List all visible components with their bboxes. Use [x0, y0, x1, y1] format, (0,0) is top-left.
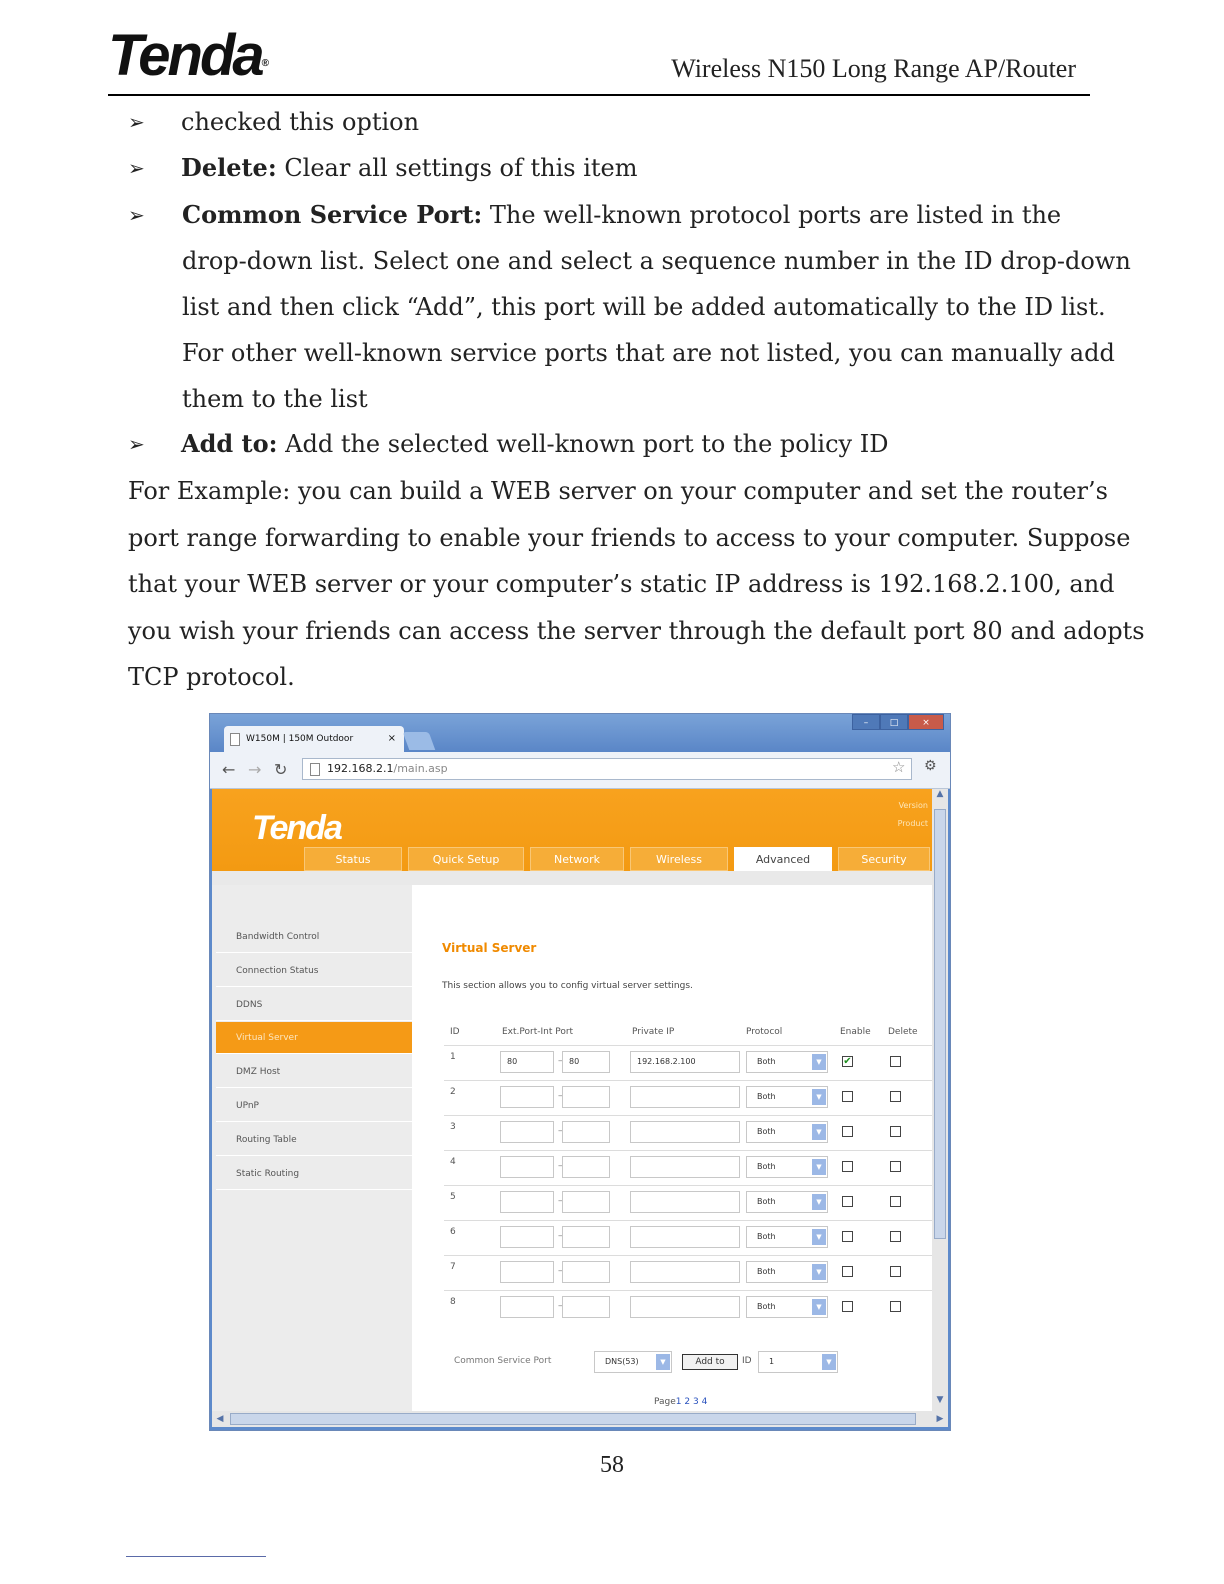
enable-checkbox[interactable]: ✔ — [843, 1056, 852, 1067]
enable-checkbox[interactable] — [842, 1161, 853, 1172]
port-separator: – — [558, 1196, 563, 1206]
sidebar-item-bandwidth-control[interactable]: Bandwidth Control — [216, 921, 412, 953]
scroll-thumb[interactable] — [934, 809, 946, 1239]
sidebar-item-routing-table[interactable]: Routing Table — [216, 1124, 412, 1156]
int-port-input[interactable]: 80 — [562, 1051, 610, 1073]
int-port-input[interactable] — [562, 1296, 610, 1318]
enable-checkbox[interactable] — [842, 1126, 853, 1137]
sidebar-item-ddns[interactable]: DDNS — [216, 989, 412, 1021]
protocol-select[interactable]: Both ▼ — [746, 1191, 828, 1213]
tab-status[interactable]: Status — [304, 847, 402, 871]
document-title: Wireless N150 Long Range AP/Router — [671, 54, 1076, 83]
enable-checkbox[interactable] — [842, 1231, 853, 1242]
browser-titlebar — [210, 714, 951, 752]
int-port-input[interactable] — [562, 1261, 610, 1283]
tab-advanced[interactable]: Advanced — [734, 847, 832, 871]
router-nav-tabs — [304, 845, 932, 871]
table-row — [444, 1290, 932, 1326]
port-separator: – — [558, 1231, 563, 1241]
common-service-port-label: Common Service Port — [454, 1356, 552, 1366]
port-separator: – — [558, 1056, 563, 1066]
row-id: 3 — [450, 1122, 456, 1132]
delete-checkbox[interactable] — [890, 1196, 901, 1207]
port-separator: – — [558, 1126, 563, 1136]
private-ip-input[interactable] — [630, 1086, 740, 1108]
protocol-select[interactable]: Both ▼ — [746, 1261, 828, 1283]
horizontal-scrollbar[interactable] — [212, 1411, 948, 1427]
column-header-delete: Delete — [888, 1027, 918, 1037]
enable-checkbox[interactable] — [842, 1301, 853, 1312]
protocol-select[interactable]: Both ▼ — [746, 1226, 828, 1248]
row-id: 6 — [450, 1227, 456, 1237]
ext-port-input[interactable] — [500, 1191, 554, 1213]
ext-port-input[interactable] — [500, 1261, 554, 1283]
page-link[interactable]: 1 — [675, 1397, 682, 1407]
scroll-left-icon[interactable]: ◀ — [216, 1414, 224, 1424]
pagination: Page1 2 3 4 — [654, 1397, 708, 1407]
page-icon — [310, 763, 320, 776]
ext-port-input[interactable] — [500, 1086, 554, 1108]
minimize-button[interactable]: – — [852, 714, 880, 730]
ext-port-input[interactable]: 80 — [500, 1051, 554, 1073]
column-header-private-ip: Private IP — [632, 1027, 675, 1037]
bookmark-star-icon[interactable]: ☆ — [892, 758, 906, 776]
enable-checkbox[interactable] — [842, 1091, 853, 1102]
table-row — [444, 1115, 932, 1151]
address-bar-row — [210, 752, 951, 789]
private-ip-input[interactable] — [630, 1121, 740, 1143]
port-separator: – — [558, 1161, 563, 1171]
ext-port-input[interactable] — [500, 1121, 554, 1143]
arrow-bullet-icon: ➢ — [128, 203, 145, 227]
enable-checkbox[interactable] — [842, 1196, 853, 1207]
sidebar-item-upnp[interactable]: UPnP — [216, 1090, 412, 1122]
column-header-id: ID — [450, 1027, 460, 1037]
int-port-input[interactable] — [562, 1086, 610, 1108]
chevron-down-icon: ▼ — [812, 1229, 826, 1245]
tab-quick-setup[interactable]: Quick Setup — [408, 847, 524, 871]
sidebar-item-static-routing[interactable]: Static Routing — [216, 1158, 412, 1190]
chevron-down-icon: ▼ — [812, 1194, 826, 1210]
protocol-select[interactable]: Both ▼ — [746, 1051, 828, 1073]
url-input[interactable]: 192.168.2.1/main.asp — [302, 758, 912, 780]
delete-checkbox[interactable] — [890, 1056, 901, 1067]
close-window-button[interactable]: × — [908, 714, 944, 730]
port-separator: – — [558, 1301, 563, 1311]
delete-checkbox[interactable] — [890, 1126, 901, 1137]
table-row — [444, 1080, 932, 1116]
reload-icon[interactable]: ↻ — [274, 760, 288, 779]
int-port-input[interactable] — [562, 1121, 610, 1143]
window-controls — [852, 714, 944, 730]
sidebar-item-virtual-server[interactable]: Virtual Server — [216, 1022, 412, 1054]
vertical-scrollbar[interactable] — [932, 789, 948, 1411]
scroll-up-icon[interactable]: ▲ — [936, 789, 944, 799]
router-sidebar — [212, 885, 412, 1411]
chevron-down-icon: ▼ — [812, 1264, 826, 1280]
row-id: 7 — [450, 1262, 456, 1272]
section-description: This section allows you to config virtual server settings. — [442, 981, 693, 991]
tab-security[interactable]: Security — [838, 847, 930, 871]
router-header — [212, 789, 932, 871]
delete-checkbox[interactable] — [890, 1266, 901, 1277]
arrow-bullet-icon: ➢ — [128, 156, 145, 180]
common-service-port-description: Common Service Port: The well-known protocol ports are listed in the drop-down list. Select one and select a sequence number in the ID drop-down list and then click “Add”, this port will be added automatically to the ID list. For other well-known service ports that are not listed, you can manually add them to the list — [182, 200, 1131, 413]
new-tab-button[interactable] — [403, 732, 436, 750]
delete-checkbox[interactable] — [890, 1161, 901, 1172]
chevron-down-icon: ▼ — [812, 1299, 826, 1315]
row-id: 1 — [450, 1052, 456, 1062]
port-separator: – — [558, 1091, 563, 1101]
version-info: Version Product — [897, 801, 928, 828]
common-service-port-row — [454, 1351, 914, 1375]
delete-checkbox[interactable] — [890, 1231, 901, 1242]
page-link[interactable]: 3 — [693, 1397, 699, 1407]
page-number: 58 — [600, 1452, 624, 1478]
back-arrow-icon[interactable]: ← — [222, 760, 236, 779]
section-title: Virtual Server — [442, 941, 537, 955]
scroll-right-icon[interactable]: ▶ — [936, 1414, 944, 1424]
tab-wireless[interactable]: Wireless — [630, 847, 728, 871]
settings-wrench-icon[interactable]: ⚙ — [924, 758, 937, 774]
chevron-down-icon: ▼ — [812, 1159, 826, 1175]
ext-port-input[interactable] — [500, 1156, 554, 1178]
id-label: ID — [742, 1356, 752, 1366]
ext-port-input[interactable] — [500, 1296, 554, 1318]
arrow-bullet-icon: ➢ — [128, 110, 145, 134]
sidebar-item-dmz-host[interactable]: DMZ Host — [216, 1056, 412, 1088]
example-paragraph: For Example: you can build a WEB server on your computer and set the router’s port range forwarding to enable your friends to access to your computer. Suppose that your WEB server or your computer’s static IP address is 192.168.2.100, and you wish your friends can access the server through the default port 80 and adopts TCP protocol. — [128, 477, 1145, 691]
column-header-protocol: Protocol — [746, 1027, 783, 1037]
common-service-select[interactable]: DNS(53) ▼ — [594, 1351, 672, 1373]
footnote-rule — [126, 1556, 266, 1557]
column-header-ports: Ext.Port-Int Port — [502, 1027, 574, 1037]
add-to-button[interactable]: Add to — [682, 1354, 738, 1370]
private-ip-input[interactable] — [630, 1191, 740, 1213]
virtual-server-panel — [418, 889, 932, 1411]
private-ip-input[interactable] — [630, 1226, 740, 1248]
tab-network[interactable]: Network — [530, 847, 624, 871]
table-row — [444, 1045, 932, 1081]
header-rule — [108, 94, 1090, 96]
page-viewport — [212, 789, 932, 1411]
row-id: 4 — [450, 1157, 456, 1167]
id-select[interactable]: 1 ▼ — [758, 1351, 838, 1373]
row-id: 5 — [450, 1192, 456, 1202]
private-ip-input[interactable] — [630, 1296, 740, 1318]
private-ip-input[interactable]: 192.168.2.100 — [630, 1051, 740, 1073]
private-ip-input[interactable] — [630, 1261, 740, 1283]
chevron-down-icon: ▼ — [812, 1124, 826, 1140]
table-row — [444, 1220, 932, 1256]
delete-checkbox[interactable] — [890, 1091, 901, 1102]
column-header-enable: Enable — [840, 1027, 871, 1037]
protocol-select[interactable]: Both ▼ — [746, 1296, 828, 1318]
protocol-select[interactable]: Both ▼ — [746, 1121, 828, 1143]
page-link[interactable]: 2 — [684, 1397, 691, 1407]
browser-screenshot — [209, 713, 951, 1431]
table-row — [444, 1255, 932, 1291]
scroll-down-icon[interactable]: ▼ — [936, 1395, 944, 1405]
ext-port-input[interactable] — [500, 1226, 554, 1248]
browser-tab[interactable]: W150M | 150M Outdoor × — [224, 726, 404, 752]
header-divider — [212, 871, 932, 885]
tab-close-icon[interactable]: × — [387, 733, 396, 744]
page-icon — [230, 733, 240, 746]
row-id: 8 — [450, 1297, 456, 1307]
int-port-input[interactable] — [562, 1191, 610, 1213]
forward-arrow-icon[interactable]: → — [248, 760, 262, 779]
sidebar-item-connection-status[interactable]: Connection Status — [216, 955, 412, 987]
maximize-button[interactable]: □ — [880, 714, 908, 730]
chevron-down-icon: ▼ — [812, 1089, 826, 1105]
private-ip-input[interactable] — [630, 1156, 740, 1178]
table-row — [444, 1185, 932, 1221]
arrow-bullet-icon: ➢ — [128, 432, 145, 456]
tenda-logo: Tenda® — [108, 23, 270, 88]
protocol-select[interactable]: Both ▼ — [746, 1086, 828, 1108]
row-id: 2 — [450, 1087, 456, 1097]
chevron-down-icon: ▼ — [822, 1354, 836, 1370]
scroll-thumb[interactable] — [230, 1413, 916, 1425]
chevron-down-icon: ▼ — [656, 1354, 670, 1370]
int-port-input[interactable] — [562, 1156, 610, 1178]
table-row — [444, 1150, 932, 1186]
port-separator: – — [558, 1266, 563, 1276]
int-port-input[interactable] — [562, 1226, 610, 1248]
protocol-select[interactable]: Both ▼ — [746, 1156, 828, 1178]
page-link[interactable]: 4 — [701, 1397, 708, 1407]
router-logo: Tenda — [252, 809, 341, 847]
chevron-down-icon: ▼ — [812, 1054, 826, 1070]
enable-checkbox[interactable] — [842, 1266, 853, 1277]
delete-checkbox[interactable] — [890, 1301, 901, 1312]
